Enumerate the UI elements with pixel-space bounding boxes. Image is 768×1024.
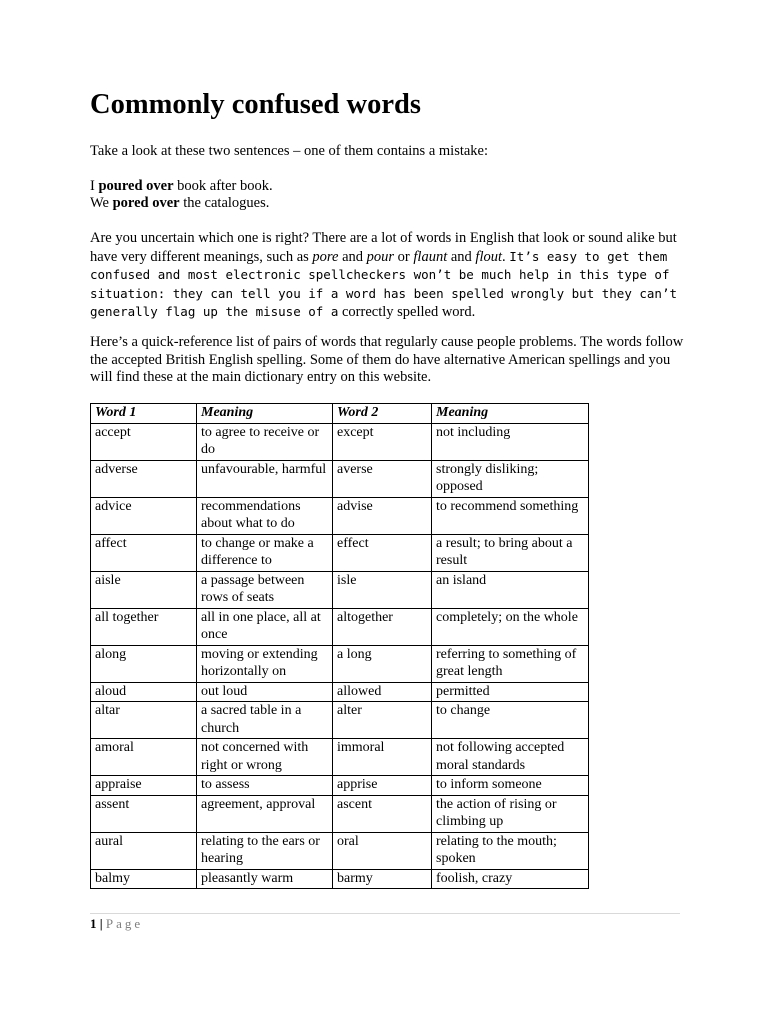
table-row: [91, 832, 589, 869]
word-2-cell: apprise: [333, 776, 432, 796]
word-2-cell: a long: [333, 645, 432, 682]
example-word: flout: [475, 248, 503, 265]
meaning-1-cell: to change or make a difference to: [197, 534, 333, 571]
meaning-1-cell: agreement, approval: [197, 795, 333, 832]
table-row: [91, 645, 589, 682]
word-2-cell: immoral: [333, 739, 432, 776]
word-2-cell: alter: [333, 702, 432, 739]
table-row: [91, 702, 589, 739]
meaning-1-cell: out loud: [197, 682, 333, 702]
header-meaning-2: Meaning: [432, 404, 589, 424]
table-row: [91, 682, 589, 702]
meaning-1-cell: all in one place, all at once: [197, 608, 333, 645]
word-2-cell: averse: [333, 460, 432, 497]
meaning-2-cell: to inform someone: [432, 776, 589, 796]
word-1-cell: affect: [91, 534, 197, 571]
word-1-cell: aloud: [91, 682, 197, 702]
meaning-1-cell: a passage between rows of seats: [197, 571, 333, 608]
table-row: [91, 869, 589, 889]
meaning-2-cell: not including: [432, 423, 589, 460]
table-row: [91, 423, 589, 460]
reference-paragraph: Here’s a quick-reference list of pairs of words that regularly cause people problems. The words follow the accepted British English spelling. Some of them do have alternative American spellings and you will find these at the main dictionary entry on this website.: [90, 334, 684, 385]
meaning-1-cell: a sacred table in a church: [197, 702, 333, 739]
example-bold-phrase: pored over: [112, 195, 180, 211]
word-1-cell: all together: [91, 608, 197, 645]
word-1-cell: along: [91, 645, 197, 682]
word-2-cell: isle: [333, 571, 432, 608]
monospace-text: It’s easy to get them confused and most electronic spellcheckers won’t be much help in this type of situation: they can tell you if a word has been spelled wrongly but they can’t generally flag up the misuse of a: [90, 248, 677, 319]
meaning-2-cell: not following accepted moral standards: [432, 739, 589, 776]
example-word: pore: [312, 248, 339, 265]
word-2-cell: barmy: [333, 869, 432, 889]
example-word: pour: [366, 248, 395, 265]
example-bold-phrase: poured over: [98, 178, 174, 194]
header-word-2: Word 2: [333, 404, 432, 424]
table-row: [91, 795, 589, 832]
word-1-cell: assent: [91, 795, 197, 832]
footer-divider: [90, 913, 680, 914]
table-row: [91, 776, 589, 796]
table-row: [91, 534, 589, 571]
header-meaning-1: Meaning: [197, 404, 333, 424]
meaning-2-cell: foolish, crazy: [432, 869, 589, 889]
table-body: [91, 423, 589, 889]
word-1-cell: advice: [91, 497, 197, 534]
word-2-cell: allowed: [333, 682, 432, 702]
confused-words-table: [90, 403, 589, 889]
page-label: Page: [105, 916, 144, 931]
table-row: [91, 739, 589, 776]
intro-text: Take a look at these two sentences – one of them contains a mistake:: [90, 143, 489, 159]
word-1-cell: balmy: [91, 869, 197, 889]
meaning-2-cell: completely; on the whole: [432, 608, 589, 645]
meaning-1-cell: not concerned with right or wrong: [197, 739, 333, 776]
meaning-2-cell: referring to something of great length: [432, 645, 589, 682]
meaning-1-cell: relating to the ears or hearing: [197, 832, 333, 869]
meaning-2-cell: the action of rising or climbing up: [432, 795, 589, 832]
word-2-cell: altogether: [333, 608, 432, 645]
word-2-cell: advise: [333, 497, 432, 534]
meaning-2-cell: a result; to bring about a result: [432, 534, 589, 571]
word-2-cell: ascent: [333, 795, 432, 832]
meaning-2-cell: an island: [432, 571, 589, 608]
table-row: [91, 460, 589, 497]
example-sentence-2: We pored over the catalogues.: [90, 195, 270, 211]
explanation-paragraph: Are you uncertain which one is right? There are a lot of words in English that look or sound alike but have very different meanings, such as pore and pour or flaunt and flout. It’s easy to get them confused and most electronic spellcheckers won’t be much help in this type of situation: they can tell you if a word has been spelled wrongly but they can’t generally flag up the misuse of a correctly spelled word.: [90, 230, 677, 320]
word-1-cell: adverse: [91, 460, 197, 497]
word-2-cell: except: [333, 423, 432, 460]
word-1-cell: accept: [91, 423, 197, 460]
meaning-1-cell: pleasantly warm: [197, 869, 333, 889]
word-2-cell: oral: [333, 832, 432, 869]
word-1-cell: appraise: [91, 776, 197, 796]
word-2-cell: effect: [333, 534, 432, 571]
word-1-cell: aisle: [91, 571, 197, 608]
meaning-1-cell: recommendations about what to do: [197, 497, 333, 534]
word-1-cell: amoral: [91, 739, 197, 776]
header-word-1: Word 1: [91, 404, 197, 424]
meaning-2-cell: to recommend something: [432, 497, 589, 534]
page-number: 1: [90, 916, 97, 931]
word-1-cell: altar: [91, 702, 197, 739]
meaning-1-cell: moving or extending horizontally on: [197, 645, 333, 682]
table-row: [91, 608, 589, 645]
meaning-1-cell: to assess: [197, 776, 333, 796]
meaning-2-cell: permitted: [432, 682, 589, 702]
footer-separator: |: [99, 916, 103, 931]
meaning-1-cell: to agree to receive or do: [197, 423, 333, 460]
table-row: [91, 571, 589, 608]
example-sentence-1: I poured over book after book.: [90, 178, 273, 194]
page-title: Commonly confused words: [90, 89, 421, 120]
example-word: flaunt: [413, 248, 448, 265]
meaning-2-cell: strongly disliking; opposed: [432, 460, 589, 497]
meaning-2-cell: to change: [432, 702, 589, 739]
page-footer: [90, 915, 143, 933]
word-1-cell: aural: [91, 832, 197, 869]
meaning-2-cell: relating to the mouth; spoken: [432, 832, 589, 869]
table-header-row: [91, 404, 589, 424]
meaning-1-cell: unfavourable, harmful: [197, 460, 333, 497]
table-row: [91, 497, 589, 534]
